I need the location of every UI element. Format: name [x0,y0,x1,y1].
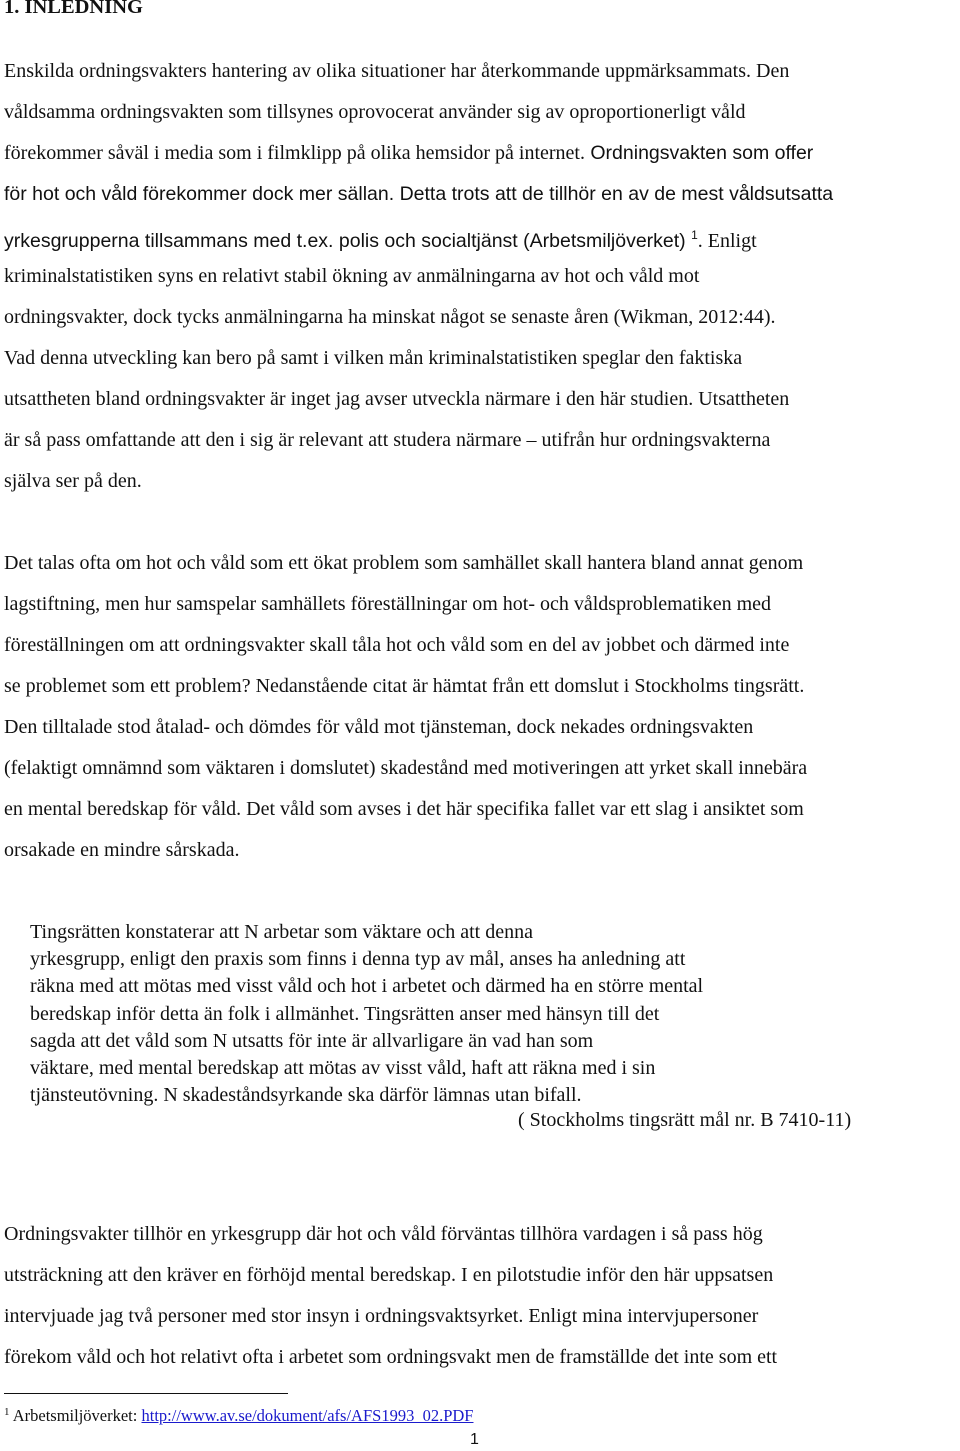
text-line: Vad denna utveckling kan bero på samt i vilken mån kriminalstatistiken speglar den faktiska [4,347,743,369]
quote-line: beredskap inför detta än folk i allmänhet. Tingsrätten anser med hänsyn till det [30,1002,660,1025]
paragraph-pilot-study [4,1221,960,1385]
block-quote [30,920,703,1110]
quote-line: tjänsteutövning. N skadeståndsyrkande ska därför lämnas utan bifall. [30,1084,582,1107]
text-line: föreställningen om att ordningsvakter skall tåla hot och våld som en del av jobbet och därmed inte [4,634,790,656]
text-line: förekom våld och hot relativt ofta i arbetet som ordningsvakt men de framställde det inte som ett [4,1346,778,1368]
text-span: . Enligt [697,230,757,252]
text-line: kriminalstatistiken syns en relativt stabil ökning av anmälningarna av hot och våld mot [4,265,700,287]
paragraph-problem [4,550,960,878]
quote-line: sagda att det våld som N utsatts för inte är allvarligare än vad han som [30,1029,594,1052]
text-span: för hot och våld förekommer dock mer sällan. [4,183,395,205]
quote-line: yrkesgrupp, enligt den praxis som finns i denna typ av mål, anses ha anledning att [30,948,686,971]
text-line: orsakade en mindre sårskada. [4,839,240,861]
text-line: Ordningsvakter tillhör en yrkesgrupp där hot och våld förväntas tillhöra vardagen i så pass hög [4,1223,763,1245]
text-line: Enskilda ordningsvakters hantering av olika situationer har återkommande uppmärksammats. Den [4,60,790,82]
quote-line: räkna med att mötas med visst våld och hot i arbetet och därmed ha en större mental [30,975,704,998]
text-line: själva ser på den. [4,470,142,492]
text-line: Den tilltalade stod åtalad- och dömdes för våld mot tjänsteman, dock nekades ordningsvakten [4,716,754,738]
text-line: lagstiftning, men hur samspelar samhällets föreställningar om hot- och våldsproblematiken med [4,593,772,615]
text-span: Detta trots att de tillhör en av de mest våldsutsatta [394,183,834,205]
text-span: yrkesgrupperna tillsammans med t.ex. polis och socialtjänst (Arbetsmiljöverket) [4,230,686,252]
footnote-separator [4,1393,288,1394]
text-line: är så pass omfattande att den i sig är relevant att studera närmare – utifrån hur ordningsvakterna [4,429,771,451]
footnote-link[interactable]: http://www.av.se/dokument/afs/AFS1993_02.PDF [141,1406,474,1425]
text-line: ordningsvakter, dock tycks anmälningarna ha minskat något se senaste åren (Wikman, 2012:44). [4,306,776,328]
quote-line: väktare, med mental beredskap att mötas av visst våld, haft att räkna med i sin [30,1056,656,1079]
quote-line: Tingsrätten konstaterar att N arbetar som väktare och att denna [30,921,533,943]
footnote-reference[interactable]: 1 [691,228,698,242]
footnote-label: Arbetsmiljöverket: [9,1406,142,1425]
text-line: Det talas ofta om hot och våld som ett ökat problem som samhället skall hantera bland annat genom [4,552,804,574]
page-number: 1 [470,1431,479,1448]
text-line [4,181,960,222]
text-line [4,140,960,181]
text-line: en mental beredskap för våld. Det våld som avses i det här specifika fallet var ett slag i ansiktet som [4,798,804,820]
footnote-marker: 1 [4,1406,10,1418]
section-heading: 1. INLEDNING [4,0,143,18]
text-line [4,222,960,263]
text-line: våldsamma ordningsvakten som tillsynes oprovocerat använder sig av oproportionerligt våld [4,101,746,123]
text-line: intervjuade jag två personer med stor insyn i ordningsvaktsyrket. Enligt mina intervjupersoner [4,1305,759,1327]
footnote [4,1406,473,1426]
text-line: utsträckning att den kräver en förhöjd mental beredskap. I en pilotstudie inför den här uppsatsen [4,1264,774,1286]
text-line: utsattheten bland ordningsvakter är inget jag avser utveckla närmare i den här studien. Utsattheten [4,388,790,410]
text-span: förekommer såväl i media som i filmklipp på olika hemsidor på internet. [4,142,585,164]
paragraph-intro [4,58,960,509]
text-line: se problemet som ett problem? Nedanstående citat är hämtat från ett domslut i Stockholms tingsrätt. [4,675,805,697]
text-span: Ordningsvakten som offer [584,142,814,164]
quote-citation: ( Stockholms tingsrätt mål nr. B 7410-11) [518,1109,852,1131]
text-line: (felaktigt omnämnd som väktaren i domslutet) skadestånd med motiveringen att yrket skall innebära [4,757,808,779]
